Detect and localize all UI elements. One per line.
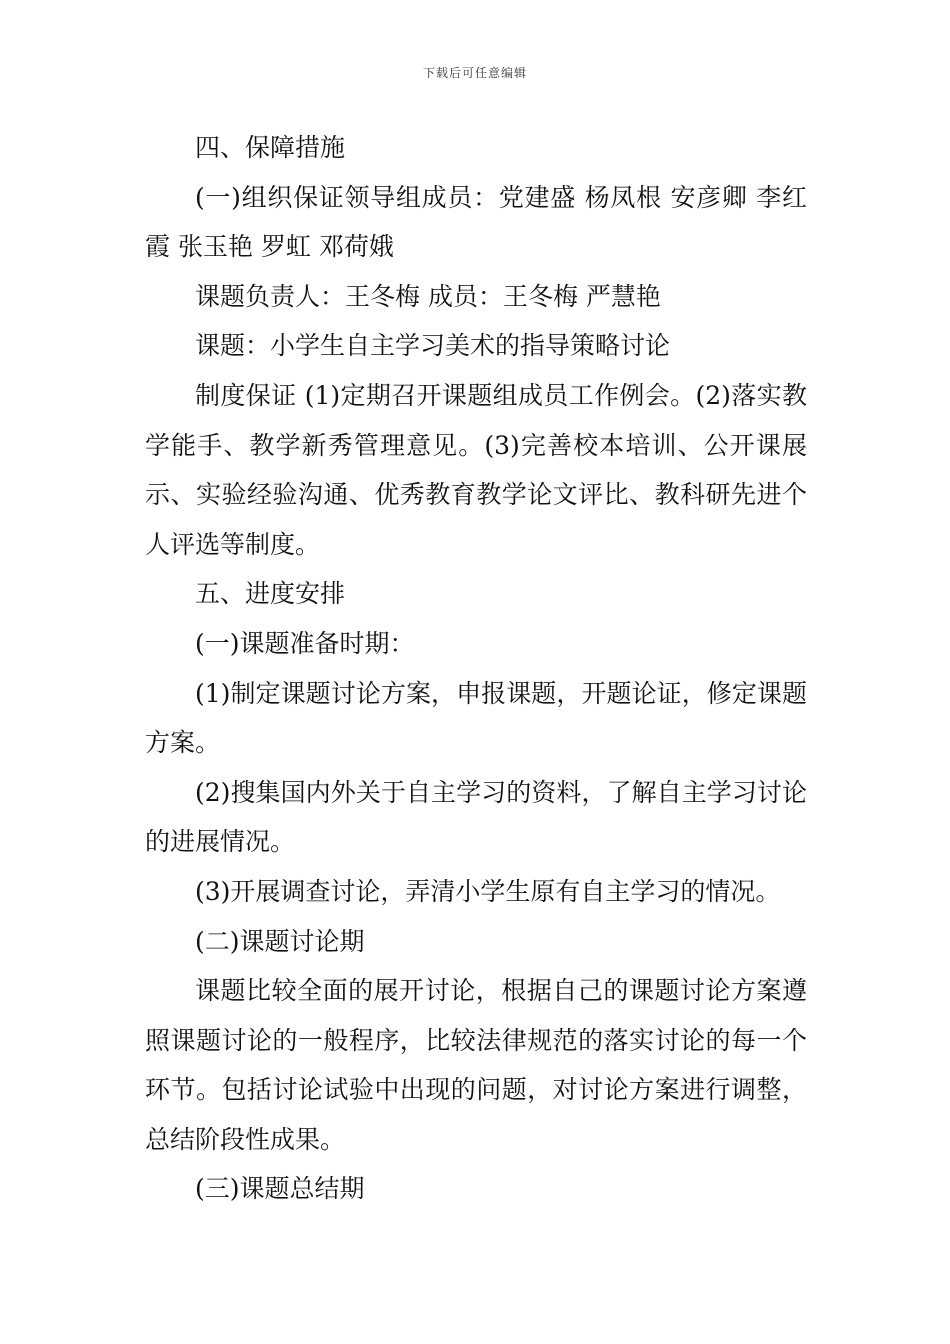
subheading-preparation-period: (一)课题准备时期： bbox=[195, 628, 415, 658]
paragraph-prep-item-1: (1)制定课题讨论方案，申报课题，开题论证，修定课题方案。 bbox=[145, 678, 807, 758]
paragraph-prep-item-3: (3)开展调查讨论，弄清小学生原有自主学习的情况。 bbox=[195, 876, 781, 906]
page-header-note: 下载后可任意编辑 bbox=[422, 66, 527, 80]
subheading-summary-period: (三)课题总结期 bbox=[195, 1174, 365, 1204]
paragraph-research-description: 课题比较全面的展开讨论，根据自己的课题讨论方案遵照课题讨论的一般程序，比较法律规范的落实讨论的每一个环节。包括讨论试验中出现的问题，对讨论方案进行调整，总结阶段性成果。 bbox=[145, 976, 807, 1154]
paragraph-system-guarantee: 制度保证 (1)定期召开课题组成员工作例会。(2)落实教学能手、教学新秀管理意见。(3)完善校本培训、公开课展示、实验经验沟通、优秀教育教学论文评比、教科研先进个人评选等制度。 bbox=[145, 380, 807, 559]
document-body bbox=[145, 123, 807, 1214]
paragraph-project-leader: 课题负责人：王冬梅 成员：王冬梅 严慧艳 bbox=[195, 281, 661, 311]
subheading-research-period: (二)课题讨论期 bbox=[195, 926, 365, 956]
paragraph-prep-item-2: (2)搜集国内外关于自主学习的资料，了解自主学习讨论的进展情况。 bbox=[145, 777, 807, 857]
section-heading-safeguards: 四、保障措施 bbox=[195, 133, 346, 162]
paragraph-project-title: 课题：小学生自主学习美术的指导策略讨论 bbox=[195, 331, 671, 361]
section-heading-schedule: 五、进度安排 bbox=[195, 579, 346, 609]
paragraph-leadership-group: (一)组织保证领导组成员：党建盛 杨凤根 安彦卿 李红霞 张玉艳 罗虹 邓荷娥 bbox=[145, 182, 807, 262]
